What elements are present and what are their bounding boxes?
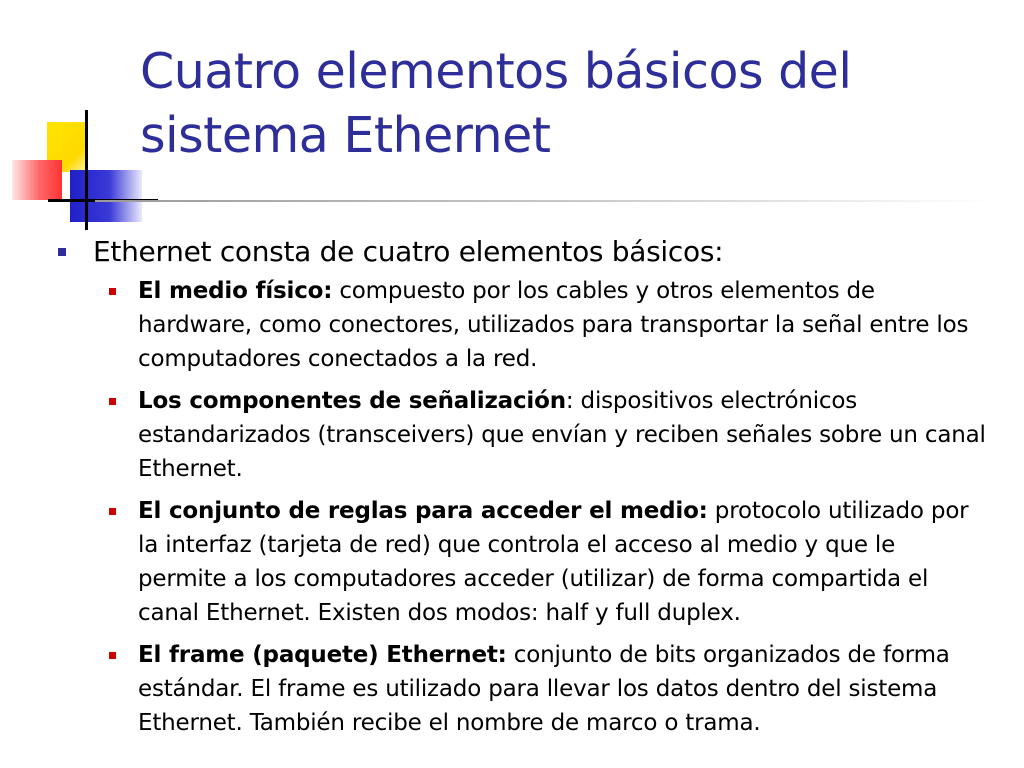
slide-title: Cuatro elementos básicos del sistema Ethernet <box>140 43 852 164</box>
item-term: Los componentes de señalización <box>138 388 566 414</box>
element-list <box>106 274 986 740</box>
square-bullet-icon <box>58 248 66 256</box>
item-text: compuesto por los cables y otros elementos de hardware, como conectores, utilizados para transportar la señal entre los computadores conectados a la red. <box>138 278 969 372</box>
intro-bullet <box>56 234 986 270</box>
vertical-line <box>85 110 88 230</box>
list-item <box>106 384 986 486</box>
item-term: El medio físico: <box>138 278 333 304</box>
red-square <box>12 160 62 200</box>
item-text: : dispositivos electrónicos estandarizados (transceivers) que envían y reciben señales sobre un canal Ethernet. <box>138 388 986 482</box>
item-term: El conjunto de reglas para acceder el medio: <box>138 498 708 524</box>
blue-square <box>70 170 142 222</box>
item-text: protocolo utilizado por la interfaz (tarjeta de red) que controla el acceso al medio y que le permite a los computadores acceder (utilizar) de forma compartida el canal Ethernet. Existen dos modos: half y full duplex. <box>138 498 969 626</box>
list-item <box>106 274 986 376</box>
decorative-squares-logo <box>0 100 160 240</box>
square-bullet-icon <box>109 288 116 295</box>
list-item <box>106 638 986 740</box>
square-bullet-icon <box>109 398 116 405</box>
title-divider <box>95 200 995 202</box>
slide-body <box>56 234 986 748</box>
item-term: El frame (paquete) Ethernet: <box>138 642 507 668</box>
item-text: conjunto de bits organizados de forma estándar. El frame es utilizado para llevar los datos dentro del sistema Ethernet. También recibe el nombre de marco o trama. <box>138 642 950 736</box>
square-bullet-icon <box>109 508 116 515</box>
list-item <box>106 494 986 630</box>
square-bullet-icon <box>109 652 116 659</box>
intro-text: Ethernet consta de cuatro elementos básicos: <box>93 235 724 268</box>
